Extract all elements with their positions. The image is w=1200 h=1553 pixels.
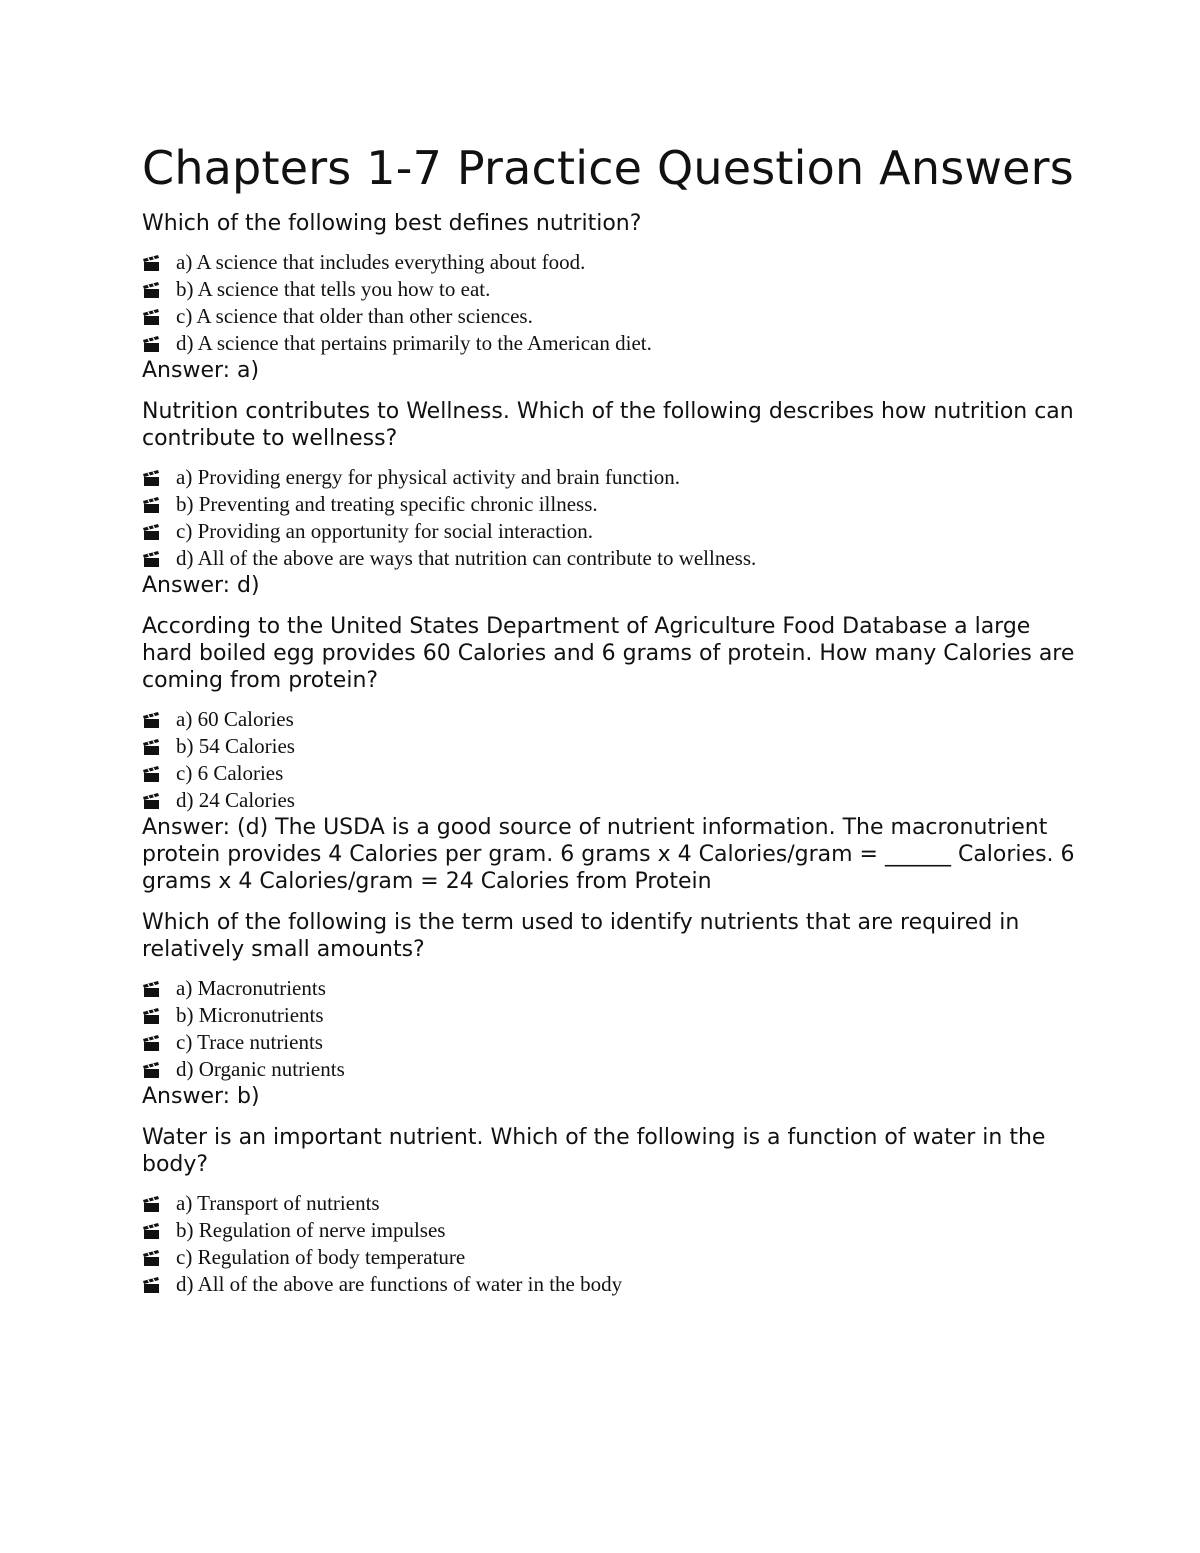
clapperboard-icon bbox=[142, 549, 176, 569]
question-block bbox=[142, 613, 1082, 895]
option-text: c) Trace nutrients bbox=[176, 1030, 323, 1054]
option-text: d) All of the above are ways that nutrition can contribute to wellness. bbox=[176, 546, 757, 570]
option-text: d) All of the above are functions of water in the body bbox=[176, 1272, 623, 1296]
question-text: According to the United States Department of Agriculture Food Database a large hard boiled egg provides 60 Calories and 6 grams of protein. How many Calories are coming from protein? bbox=[142, 614, 1075, 693]
option-list bbox=[142, 464, 1082, 572]
option-item bbox=[142, 1244, 1082, 1271]
option-text: d) 24 Calories bbox=[176, 788, 295, 812]
clapperboard-icon bbox=[142, 1248, 176, 1268]
answer-text: Answer: a) bbox=[142, 358, 260, 383]
question-text: Water is an important nutrient. Which of the following is a function of water in the body? bbox=[142, 1125, 1046, 1177]
option-text: c) 6 Calories bbox=[176, 761, 284, 785]
option-text: b) Preventing and treating specific chronic illness. bbox=[176, 492, 598, 516]
clapperboard-icon bbox=[142, 522, 176, 542]
clapperboard-icon bbox=[142, 1006, 176, 1026]
option-item bbox=[142, 787, 1082, 814]
option-item bbox=[142, 975, 1082, 1002]
option-text: a) 60 Calories bbox=[176, 707, 294, 731]
option-item bbox=[142, 1056, 1082, 1083]
option-item bbox=[142, 733, 1082, 760]
option-text: b) Regulation of nerve impulses bbox=[176, 1218, 446, 1242]
clapperboard-icon bbox=[142, 495, 176, 515]
clapperboard-icon bbox=[142, 253, 176, 273]
option-list bbox=[142, 975, 1082, 1083]
option-item bbox=[142, 330, 1082, 357]
option-item bbox=[142, 760, 1082, 787]
option-text: c) A science that older than other sciences. bbox=[176, 304, 533, 328]
option-text: c) Providing an opportunity for social interaction. bbox=[176, 519, 593, 543]
clapperboard-icon bbox=[142, 468, 176, 488]
option-item bbox=[142, 1271, 1082, 1298]
clapperboard-icon bbox=[142, 1060, 176, 1080]
option-item bbox=[142, 276, 1082, 303]
option-item bbox=[142, 491, 1082, 518]
option-text: d) Organic nutrients bbox=[176, 1057, 345, 1081]
option-text: b) 54 Calories bbox=[176, 734, 295, 758]
page-title: Chapters 1-7 Practice Question Answers bbox=[142, 141, 1074, 195]
answer-text: Answer: d) bbox=[142, 573, 260, 598]
option-text: a) Macronutrients bbox=[176, 976, 326, 1000]
option-item bbox=[142, 1217, 1082, 1244]
option-text: c) Regulation of body temperature bbox=[176, 1245, 466, 1269]
clapperboard-icon bbox=[142, 1275, 176, 1295]
clapperboard-icon bbox=[142, 979, 176, 999]
question-block bbox=[142, 210, 1082, 384]
clapperboard-icon bbox=[142, 710, 176, 730]
option-list bbox=[142, 249, 1082, 357]
option-item bbox=[142, 464, 1082, 491]
option-item bbox=[142, 1029, 1082, 1056]
option-text: a) Providing energy for physical activity and brain function. bbox=[176, 465, 681, 489]
clapperboard-icon bbox=[142, 1221, 176, 1241]
answer-text: Answer: b) bbox=[142, 1084, 260, 1109]
answer-text: Answer: (d) The USDA is a good source of nutrient information. The macronutrient protein provides 4 Calories per gram. 6 grams x 4 Calories/gram = ______ Calories. 6 grams x 4 Calories/gram = 24 Calories from Protein bbox=[142, 815, 1075, 894]
question-text: Which of the following best defines nutrition? bbox=[142, 211, 642, 236]
clapperboard-icon bbox=[142, 307, 176, 327]
clapperboard-icon bbox=[142, 791, 176, 811]
clapperboard-icon bbox=[142, 334, 176, 354]
option-text: b) Micronutrients bbox=[176, 1003, 324, 1027]
document-page bbox=[142, 140, 1082, 1298]
option-list bbox=[142, 1190, 1082, 1298]
question-text: Nutrition contributes to Wellness. Which of the following describes how nutrition can contribute to wellness? bbox=[142, 399, 1074, 451]
question-block bbox=[142, 398, 1082, 599]
option-item bbox=[142, 706, 1082, 733]
clapperboard-icon bbox=[142, 280, 176, 300]
option-text: a) Transport of nutrients bbox=[176, 1191, 380, 1215]
option-item bbox=[142, 545, 1082, 572]
option-list bbox=[142, 706, 1082, 814]
option-item bbox=[142, 1002, 1082, 1029]
option-item bbox=[142, 249, 1082, 276]
option-text: b) A science that tells you how to eat. bbox=[176, 277, 491, 301]
option-item bbox=[142, 1190, 1082, 1217]
clapperboard-icon bbox=[142, 764, 176, 784]
question-text: Which of the following is the term used to identify nutrients that are required in relatively small amounts? bbox=[142, 910, 1020, 962]
option-item bbox=[142, 303, 1082, 330]
option-text: d) A science that pertains primarily to the American diet. bbox=[176, 331, 652, 355]
question-block bbox=[142, 1124, 1082, 1298]
clapperboard-icon bbox=[142, 1194, 176, 1214]
option-text: a) A science that includes everything about food. bbox=[176, 250, 586, 274]
clapperboard-icon bbox=[142, 737, 176, 757]
option-item bbox=[142, 518, 1082, 545]
clapperboard-icon bbox=[142, 1033, 176, 1053]
question-block bbox=[142, 909, 1082, 1110]
